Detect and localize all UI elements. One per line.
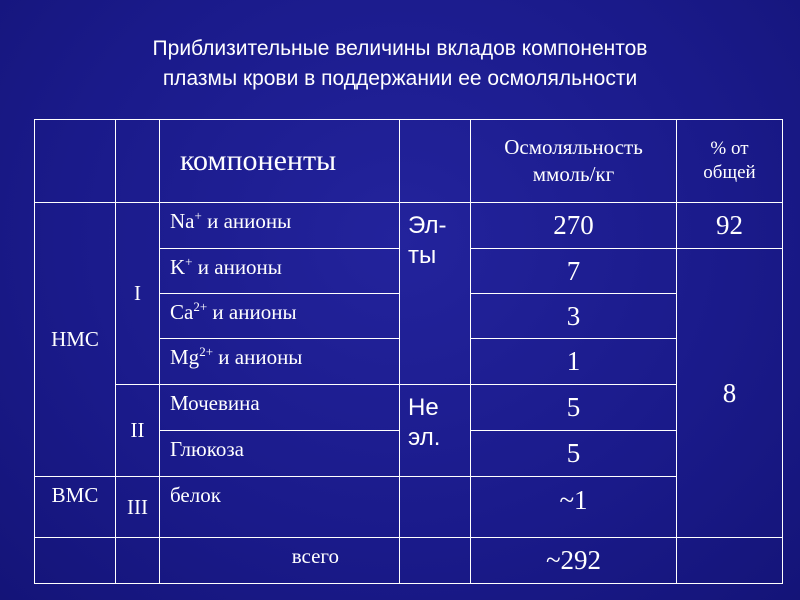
osm-protein: ~1 [471, 477, 677, 538]
total-label: всего [160, 538, 400, 584]
total-empty-cell-1 [35, 538, 116, 584]
component-protein: белок [160, 477, 400, 538]
total-osm: ~292 [471, 538, 677, 584]
electrolytes-line-2: ты [408, 242, 437, 269]
pct-rest: 8 [677, 249, 783, 538]
table-row [35, 385, 783, 431]
group-iii: III [116, 477, 160, 538]
title-line-2: плазмы крови в поддержании ее осмоляльности [162, 67, 638, 90]
title-line-1: Приблизительные величины вкладов компонентов [152, 37, 648, 60]
header-empty-cell-3 [400, 120, 471, 203]
osm-k: 7 [471, 249, 677, 294]
total-row [35, 538, 783, 584]
group-i: I [116, 203, 160, 385]
osm-urea: 5 [471, 385, 677, 431]
header-percent-line-2: общей [703, 162, 756, 183]
group-vms: ВМС [35, 477, 116, 538]
page-title [0, 34, 800, 94]
header-percent-line-1: % от [710, 138, 749, 159]
table-row [35, 477, 783, 538]
empty-cell [400, 477, 471, 538]
total-empty-cell-3 [400, 538, 471, 584]
component-glucose: Глюкоза [160, 431, 400, 477]
table-row [35, 203, 783, 249]
nonelectrolytes-line-1: Не [408, 394, 439, 421]
osm-glucose: 5 [471, 431, 677, 477]
group-ii: II [116, 385, 160, 477]
osmolality-table [34, 119, 783, 584]
component-urea: Мочевина [160, 385, 400, 431]
group-electrolytes [400, 203, 471, 385]
total-empty-cell-2 [116, 538, 160, 584]
total-empty-cell-4 [677, 538, 783, 584]
osm-ca: 3 [471, 294, 677, 339]
group-nms: НМС [35, 203, 116, 477]
header-row [35, 120, 783, 203]
component-mg: $Mg^{2+}$ и анионы [160, 339, 400, 385]
component-na: Na+ и анионы [160, 203, 400, 249]
header-osmolality-line-2: ммоль/кг [532, 162, 615, 186]
header-components: компоненты [160, 120, 400, 203]
pct-na: 92 [677, 203, 783, 249]
component-ca: $Ca^{2+}$ и анионы [160, 294, 400, 339]
osm-mg: 1 [471, 339, 677, 385]
header-empty-cell-1 [35, 120, 116, 203]
component-k: K+ и анионы [160, 249, 400, 294]
header-empty-cell-2 [116, 120, 160, 203]
header-osmolality-line-1: Осмоляльность [504, 135, 643, 159]
osm-na: 270 [471, 203, 677, 249]
header-percent [677, 120, 783, 203]
group-nonelectrolytes [400, 385, 471, 477]
electrolytes-line-1: Эл- [408, 212, 447, 239]
nonelectrolytes-line-2: эл. [408, 424, 441, 451]
header-osmolality [471, 120, 677, 203]
